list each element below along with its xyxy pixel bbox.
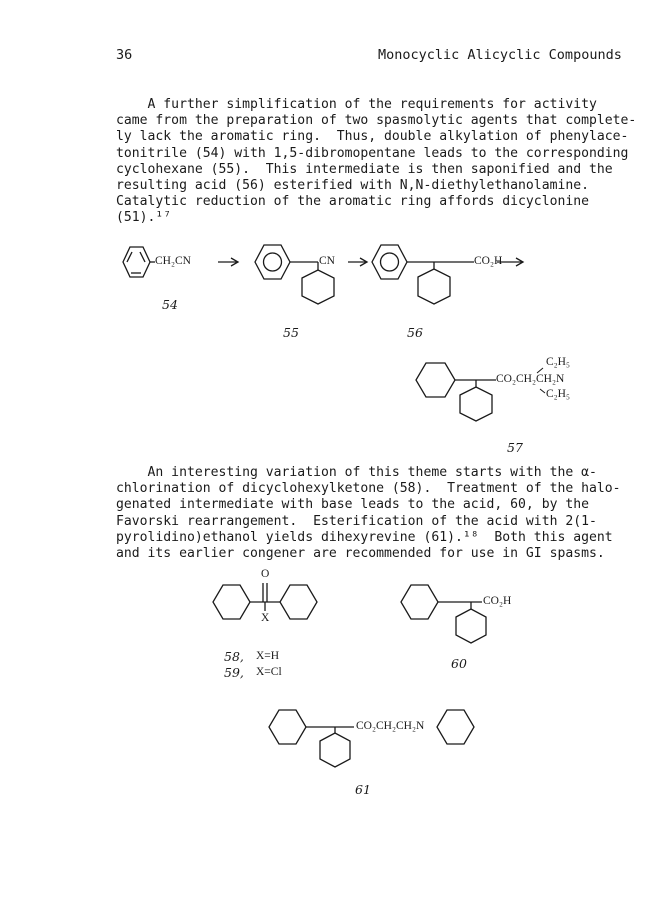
cn-group: CN [319,255,335,267]
substituent-x: X [261,612,270,624]
ethyl-group-top: C₂H₅ [546,356,570,368]
ch2cn-group: CH₂CN [155,255,191,267]
text-line: A further simplification of the requirements for activity [116,97,597,112]
text-line: Catalytic reduction of the aromatic ring affords dicyclonine [116,194,589,210]
compound-label-55: 55 [283,325,299,340]
text-line: pyrolidino)ethanol yields dihexyrevine (61).¹⁸ Both this agent [116,529,613,545]
compound-label-57: 57 [507,440,523,455]
text-line: Favorski rearrangement. Esterification of the acid with 2(1- [116,513,597,529]
text-line: chlorination of dicyclohexylketone (58). Treatment of the halo- [116,481,621,497]
substituent-59: X=Cl [256,666,282,678]
ketone-oxygen: O [261,568,270,580]
molecule-61 [269,710,474,767]
compound-label-61: 61 [355,782,371,797]
co2h-group: CO₂H [474,255,503,267]
compound-label-54: 54 [162,297,178,312]
co2h-group-60: CO₂H [483,595,512,607]
text-line: genated intermediate with base leads to the acid, 60, by the [116,497,589,513]
text-line: resulting acid (56) esterified with N,N-diethylethanolamine. [116,177,589,193]
page-number: 36 [116,47,133,63]
ester-chain-group: CO₂CH₂CH₂N [496,373,565,385]
ethyl-group-bottom: C₂H₅ [546,388,570,400]
compound-label-58: 58, [224,649,244,664]
text-line: (51).¹⁷ [116,210,172,226]
compound-label-59: 59, [224,665,244,680]
text-line: and its earlier congener are recommended for use in GI spasms. [116,545,605,561]
molecule-60 [401,585,486,643]
text-line: An interesting variation of this theme starts with the α- [116,465,597,480]
compound-label-60: 60 [451,656,467,671]
ester-chain-61: CO₂CH₂CH₂N [356,720,425,732]
text-line: tonitrile (54) with 1,5-dibromopentane leads to the corresponding [116,145,629,161]
text-line: came from the preparation of two spasmolytic agents that complete- [116,113,637,129]
substituent-58: X=H [256,650,280,662]
text-line: cyclohexane (55). This intermediate is then saponified and the [116,161,613,177]
text-line: ly lack the aromatic ring. Thus, double alkylation of phenylace- [116,129,629,145]
running-title: Monocyclic Alicyclic Compounds [378,47,622,63]
compound-label-56: 56 [407,325,423,340]
